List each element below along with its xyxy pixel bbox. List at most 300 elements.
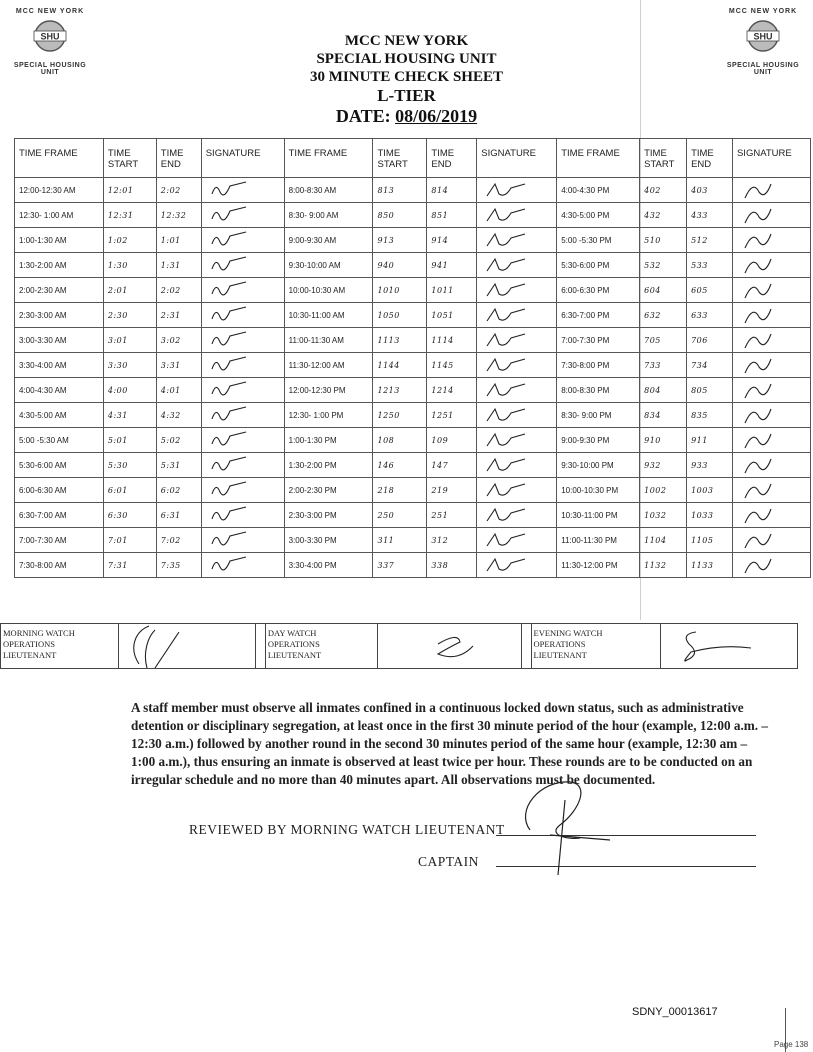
handwritten-time-cell: 851 — [427, 203, 477, 228]
date-value: 08/06/2019 — [395, 106, 478, 126]
header-line-2: SPECIAL HOUSING UNIT — [316, 51, 497, 67]
initials-mark — [737, 478, 797, 502]
handwritten-time-cell: 108 — [373, 428, 427, 453]
signature-cell — [477, 328, 557, 353]
initials-mark — [206, 228, 266, 252]
handwritten-time-cell: 1051 — [427, 303, 477, 328]
signature-cell — [201, 503, 284, 528]
handwritten-time-cell: 2:01 — [103, 278, 156, 303]
signature-cell — [201, 253, 284, 278]
handwritten-time-cell: 433 — [687, 203, 733, 228]
signature-cell — [477, 253, 557, 278]
handwritten-time-cell: 402 — [640, 178, 687, 203]
initials-mark — [737, 403, 797, 427]
handwritten-time-cell: 338 — [427, 553, 477, 578]
initials-mark — [481, 253, 541, 277]
signature-cell — [477, 478, 557, 503]
evening-watch-label: EVENING WATCH OPERATIONS LIEUTENANT — [532, 624, 662, 668]
handwritten-time-cell: 1251 — [427, 403, 477, 428]
time-frame-cell: 10:00-10:30 PM — [557, 478, 640, 503]
handwritten-time-cell: 337 — [373, 553, 427, 578]
initials-mark — [481, 178, 541, 202]
initials-mark — [737, 428, 797, 452]
time-frame-cell: 1:00-1:30 PM — [284, 428, 373, 453]
initials-mark — [737, 553, 797, 577]
initials-mark — [481, 478, 541, 502]
handwritten-time-cell: 1145 — [427, 353, 477, 378]
col-header: SIGNATURE — [477, 139, 557, 178]
initials-mark — [737, 253, 797, 277]
handwritten-time-cell: 4:00 — [103, 378, 156, 403]
initials-mark — [206, 403, 266, 427]
col-header: TIME FRAME — [557, 139, 640, 178]
signature-cell — [201, 328, 284, 353]
time-frame-cell: 4:00-4:30 PM — [557, 178, 640, 203]
initials-mark — [206, 253, 266, 277]
signature-cell — [732, 553, 810, 578]
reviewer-signature — [510, 770, 620, 880]
handwritten-time-cell: 5:31 — [156, 453, 201, 478]
handwritten-time-cell: 4:01 — [156, 378, 201, 403]
logo-bottom-text: SPECIAL HOUSING UNIT — [726, 62, 800, 76]
signature-cell — [201, 478, 284, 503]
handwritten-time-cell: 7:01 — [103, 528, 156, 553]
signature-cell — [201, 278, 284, 303]
signature-cell — [201, 428, 284, 453]
time-frame-cell: 3:00-3:30 PM — [284, 528, 373, 553]
col-header: SIGNATURE — [201, 139, 284, 178]
table-row — [15, 353, 811, 378]
handwritten-time-cell: 814 — [427, 178, 477, 203]
handwritten-time-cell: 2:30 — [103, 303, 156, 328]
handwritten-time-cell: 219 — [427, 478, 477, 503]
morning-watch-label: MORNING WATCH OPERATIONS LIEUTENANT — [1, 624, 119, 668]
handwritten-time-cell: 7:31 — [103, 553, 156, 578]
handwritten-time-cell: 834 — [640, 403, 687, 428]
signature-cell — [201, 378, 284, 403]
signature-cell — [477, 503, 557, 528]
handwritten-time-cell: 605 — [687, 278, 733, 303]
initials-mark — [206, 453, 266, 477]
signature-cell — [477, 178, 557, 203]
initials-mark — [206, 553, 266, 577]
time-frame-cell: 12:30- 1:00 PM — [284, 403, 373, 428]
signature-cell — [477, 278, 557, 303]
time-frame-cell: 12:00-12:30 PM — [284, 378, 373, 403]
table-row — [15, 253, 811, 278]
signature-cell — [732, 203, 810, 228]
signature-cell — [732, 403, 810, 428]
handwritten-time-cell: 12:31 — [103, 203, 156, 228]
initials-mark — [737, 453, 797, 477]
time-frame-cell: 7:30-8:00 PM — [557, 353, 640, 378]
signature-cell — [477, 203, 557, 228]
signature-cell — [201, 553, 284, 578]
handwritten-time-cell: 5:02 — [156, 428, 201, 453]
time-frame-cell: 5:30-6:00 PM — [557, 253, 640, 278]
signature-cell — [732, 353, 810, 378]
col-header: TIME FRAME — [15, 139, 104, 178]
initials-mark — [206, 178, 266, 202]
time-frame-cell: 6:30-7:00 AM — [15, 503, 104, 528]
initials-mark — [481, 278, 541, 302]
initials-mark — [206, 278, 266, 302]
divider — [522, 624, 532, 668]
signature-cell — [732, 453, 810, 478]
handwritten-time-cell: 5:30 — [103, 453, 156, 478]
signature-cell — [732, 503, 810, 528]
handwritten-time-cell: 910 — [640, 428, 687, 453]
time-frame-cell: 4:30-5:00 PM — [557, 203, 640, 228]
time-frame-cell: 1:30-2:00 PM — [284, 453, 373, 478]
initials-mark — [737, 178, 797, 202]
signature-cell — [732, 303, 810, 328]
handwritten-time-cell: 7:02 — [156, 528, 201, 553]
handwritten-time-cell: 3:30 — [103, 353, 156, 378]
reviewed-by-label: REVIEWED BY MORNING WATCH LIEUTENANT — [189, 822, 505, 837]
initials-mark — [481, 353, 541, 377]
initials-mark — [206, 328, 266, 352]
handwritten-time-cell: 733 — [640, 353, 687, 378]
col-header: TIME START — [103, 139, 156, 178]
tier-label: L-TIER — [377, 86, 436, 105]
initials-mark — [206, 353, 266, 377]
initials-mark — [481, 503, 541, 527]
divider — [256, 624, 266, 668]
time-frame-cell: 2:30-3:00 AM — [15, 303, 104, 328]
time-frame-cell: 6:30-7:00 PM — [557, 303, 640, 328]
initials-mark — [737, 503, 797, 527]
time-frame-cell: 2:30-3:00 PM — [284, 503, 373, 528]
handwritten-time-cell: 403 — [687, 178, 733, 203]
table-row — [15, 378, 811, 403]
signature-cell — [732, 228, 810, 253]
signature-cell — [201, 203, 284, 228]
handwritten-time-cell: 940 — [373, 253, 427, 278]
handwritten-time-cell: 432 — [640, 203, 687, 228]
initials-mark — [737, 528, 797, 552]
handwritten-time-cell: 1133 — [687, 553, 733, 578]
observation-policy-notice: A staff member must observe all inmates confined in a continuous locked down status, such as administrative detention or disciplinary segregation, at least once in the first 30 minute period of the hour (example, 12:00 a.m. – 12:30 a.m.) followed by another round in the second 30 minutes period of the same hour (example, 12:30 am – 1:00 a.m.), thus ensuring an inmate is observed at least twice per hour. These rounds are to be conducted on an irregular schedule and no more than 40 minutes apart. All observations must be documented. — [131, 700, 768, 787]
captain-label: CAPTAIN — [418, 854, 479, 869]
signature-cell — [732, 253, 810, 278]
signature-cell — [732, 428, 810, 453]
time-frame-cell: 6:00-6:30 PM — [557, 278, 640, 303]
signature-cell — [201, 303, 284, 328]
time-frame-cell: 4:00-4:30 AM — [15, 378, 104, 403]
table-row — [15, 553, 811, 578]
initials-mark — [206, 378, 266, 402]
handwritten-time-cell: 3:02 — [156, 328, 201, 353]
time-frame-cell: 10:00-10:30 AM — [284, 278, 373, 303]
handwritten-time-cell: 1:01 — [156, 228, 201, 253]
initials-mark — [481, 453, 541, 477]
signature-cell — [477, 553, 557, 578]
handwritten-time-cell: 109 — [427, 428, 477, 453]
handwritten-time-cell: 512 — [687, 228, 733, 253]
initials-mark — [481, 378, 541, 402]
handwritten-time-cell: 1104 — [640, 528, 687, 553]
handwritten-time-cell: 146 — [373, 453, 427, 478]
date-line — [0, 105, 813, 127]
handwritten-time-cell: 850 — [373, 203, 427, 228]
signature-cell — [477, 403, 557, 428]
document-id: SDNY_00013617 — [632, 1006, 718, 1018]
time-frame-cell: 9:00-9:30 PM — [557, 428, 640, 453]
signature-cell — [732, 178, 810, 203]
col-header: TIME FRAME — [284, 139, 373, 178]
handwritten-time-cell: 1003 — [687, 478, 733, 503]
logo-bottom-text: SPECIAL HOUSING UNIT — [13, 62, 87, 76]
handwritten-time-cell: 5:01 — [103, 428, 156, 453]
handwritten-time-cell: 311 — [373, 528, 427, 553]
time-frame-cell: 4:30-5:00 AM — [15, 403, 104, 428]
initials-mark — [206, 528, 266, 552]
time-frame-cell: 7:00-7:30 AM — [15, 528, 104, 553]
signature-cell — [201, 353, 284, 378]
time-frame-cell: 3:30-4:00 AM — [15, 353, 104, 378]
signature-cell — [477, 453, 557, 478]
handwritten-time-cell: 1113 — [373, 328, 427, 353]
table-row — [15, 203, 811, 228]
header-line-3: 30 MINUTE CHECK SHEET — [310, 69, 503, 85]
col-header: SIGNATURE — [732, 139, 810, 178]
time-frame-cell: 8:00-8:30 AM — [284, 178, 373, 203]
handwritten-time-cell: 1010 — [373, 278, 427, 303]
table-row — [15, 503, 811, 528]
signature-cell — [477, 303, 557, 328]
col-header: TIME END — [427, 139, 477, 178]
handwritten-time-cell: 706 — [687, 328, 733, 353]
initials-mark — [737, 278, 797, 302]
initials-mark — [737, 203, 797, 227]
handwritten-time-cell: 7:35 — [156, 553, 201, 578]
initials-mark — [481, 228, 541, 252]
check-sheet-table — [14, 138, 811, 578]
handwritten-time-cell: 1:31 — [156, 253, 201, 278]
signature-cell — [201, 228, 284, 253]
initials-mark — [737, 228, 797, 252]
time-frame-cell: 8:30- 9:00 PM — [557, 403, 640, 428]
col-header: TIME START — [640, 139, 687, 178]
handwritten-time-cell: 4:31 — [103, 403, 156, 428]
initials-mark — [481, 403, 541, 427]
handwritten-time-cell: 633 — [687, 303, 733, 328]
date-label: DATE: — [335, 106, 391, 126]
initials-mark — [481, 203, 541, 227]
handwritten-time-cell: 1:30 — [103, 253, 156, 278]
time-frame-cell: 2:00-2:30 AM — [15, 278, 104, 303]
handwritten-time-cell: 734 — [687, 353, 733, 378]
col-header: TIME END — [687, 139, 733, 178]
handwritten-time-cell: 251 — [427, 503, 477, 528]
evening-watch-signature — [661, 624, 797, 668]
signature-cell — [477, 428, 557, 453]
time-frame-cell: 2:00-2:30 PM — [284, 478, 373, 503]
time-frame-cell: 3:00-3:30 AM — [15, 328, 104, 353]
time-frame-cell: 3:30-4:00 PM — [284, 553, 373, 578]
initials-mark — [737, 353, 797, 377]
table-row — [15, 303, 811, 328]
initials-mark — [737, 378, 797, 402]
handwritten-time-cell: 1214 — [427, 378, 477, 403]
initials-mark — [481, 328, 541, 352]
handwritten-time-cell: 1033 — [687, 503, 733, 528]
handwritten-time-cell: 6:31 — [156, 503, 201, 528]
handwritten-time-cell: 6:01 — [103, 478, 156, 503]
header-line-1: MCC NEW YORK — [344, 33, 469, 49]
handwritten-time-cell: 805 — [687, 378, 733, 403]
handwritten-time-cell: 813 — [373, 178, 427, 203]
time-frame-cell: 12:00-12:30 AM — [15, 178, 104, 203]
time-frame-cell: 10:30-11:00 PM — [557, 503, 640, 528]
initials-mark — [481, 553, 541, 577]
handwritten-time-cell: 1250 — [373, 403, 427, 428]
table-row — [15, 228, 811, 253]
handwritten-time-cell: 941 — [427, 253, 477, 278]
table-row — [15, 328, 811, 353]
time-frame-cell: 10:30-11:00 AM — [284, 303, 373, 328]
time-frame-cell: 11:00-11:30 PM — [557, 528, 640, 553]
logo-top-text: MCC NEW YORK — [728, 8, 798, 15]
handwritten-time-cell: 12:01 — [103, 178, 156, 203]
handwritten-time-cell: 3:01 — [103, 328, 156, 353]
table-row — [15, 278, 811, 303]
time-frame-cell: 7:30-8:00 AM — [15, 553, 104, 578]
time-frame-cell: 9:30-10:00 PM — [557, 453, 640, 478]
handwritten-time-cell: 1132 — [640, 553, 687, 578]
handwritten-time-cell: 1144 — [373, 353, 427, 378]
time-frame-cell: 5:00 -5:30 PM — [557, 228, 640, 253]
sheet-header — [0, 32, 813, 127]
initials-mark — [206, 503, 266, 527]
handwritten-time-cell: 914 — [427, 228, 477, 253]
time-frame-cell: 9:30-10:00 AM — [284, 253, 373, 278]
signature-cell — [201, 453, 284, 478]
table-row — [15, 403, 811, 428]
handwritten-time-cell: 1032 — [640, 503, 687, 528]
handwritten-time-cell: 604 — [640, 278, 687, 303]
time-frame-cell: 11:30-12:00 AM — [284, 353, 373, 378]
initials-mark — [206, 203, 266, 227]
initials-mark — [206, 428, 266, 452]
table-row — [15, 178, 811, 203]
seal-text: SHU — [40, 31, 60, 42]
handwritten-time-cell: 147 — [427, 453, 477, 478]
time-frame-cell: 8:00-8:30 PM — [557, 378, 640, 403]
handwritten-time-cell: 1:02 — [103, 228, 156, 253]
handwritten-time-cell: 2:02 — [156, 278, 201, 303]
time-frame-cell: 5:00 -5:30 AM — [15, 428, 104, 453]
initials-mark — [206, 303, 266, 327]
signature-cell — [477, 228, 557, 253]
handwritten-time-cell: 312 — [427, 528, 477, 553]
initials-mark — [481, 428, 541, 452]
signature-cell — [732, 328, 810, 353]
handwritten-time-cell: 12:32 — [156, 203, 201, 228]
signature-cell — [732, 278, 810, 303]
time-frame-cell: 11:00-11:30 AM — [284, 328, 373, 353]
time-frame-cell: 5:30-6:00 AM — [15, 453, 104, 478]
handwritten-time-cell: 913 — [373, 228, 427, 253]
handwritten-time-cell: 3:31 — [156, 353, 201, 378]
initials-mark — [206, 478, 266, 502]
table-row — [15, 478, 811, 503]
signature-cell — [477, 528, 557, 553]
handwritten-time-cell: 1213 — [373, 378, 427, 403]
morning-watch-signature — [119, 624, 256, 668]
handwritten-time-cell: 911 — [687, 428, 733, 453]
initials-mark — [481, 528, 541, 552]
table-row — [15, 528, 811, 553]
handwritten-time-cell: 6:30 — [103, 503, 156, 528]
col-header: TIME END — [156, 139, 201, 178]
signature-cell — [477, 353, 557, 378]
col-header: TIME START — [373, 139, 427, 178]
handwritten-time-cell: 1011 — [427, 278, 477, 303]
handwritten-time-cell: 510 — [640, 228, 687, 253]
time-frame-cell: 1:00-1:30 AM — [15, 228, 104, 253]
signature-cell — [201, 178, 284, 203]
handwritten-time-cell: 932 — [640, 453, 687, 478]
signature-cell — [732, 378, 810, 403]
handwritten-time-cell: 1105 — [687, 528, 733, 553]
time-frame-cell: 6:00-6:30 AM — [15, 478, 104, 503]
signature-cell — [201, 528, 284, 553]
signature-mark — [378, 624, 521, 668]
initials-mark — [481, 303, 541, 327]
handwritten-time-cell: 933 — [687, 453, 733, 478]
time-frame-cell: 12:30- 1:00 AM — [15, 203, 104, 228]
signature-cell — [477, 378, 557, 403]
watch-lieutenant-row — [0, 623, 798, 669]
handwritten-time-cell: 6:02 — [156, 478, 201, 503]
handwritten-time-cell: 1002 — [640, 478, 687, 503]
handwritten-time-cell: 1050 — [373, 303, 427, 328]
handwritten-time-cell: 218 — [373, 478, 427, 503]
logo-top-text: MCC NEW YORK — [15, 8, 85, 15]
time-frame-cell: 1:30-2:00 AM — [15, 253, 104, 278]
seal-text: SHU — [753, 31, 773, 42]
table-row — [15, 453, 811, 478]
signature-cell — [201, 403, 284, 428]
handwritten-time-cell: 532 — [640, 253, 687, 278]
day-watch-signature — [378, 624, 522, 668]
handwritten-time-cell: 632 — [640, 303, 687, 328]
table-row — [15, 428, 811, 453]
page-number: Page 138 — [774, 1040, 809, 1049]
signature-mark — [661, 624, 811, 668]
table-header-row — [15, 139, 811, 178]
handwritten-time-cell: 804 — [640, 378, 687, 403]
handwritten-time-cell: 2:31 — [156, 303, 201, 328]
time-frame-cell: 7:00-7:30 PM — [557, 328, 640, 353]
initials-mark — [737, 303, 797, 327]
time-frame-cell: 9:00-9:30 AM — [284, 228, 373, 253]
time-frame-cell: 8:30- 9:00 AM — [284, 203, 373, 228]
handwritten-time-cell: 250 — [373, 503, 427, 528]
signature-cell — [732, 478, 810, 503]
signature-mark — [119, 624, 255, 668]
initials-mark — [737, 328, 797, 352]
handwritten-time-cell: 4:32 — [156, 403, 201, 428]
handwritten-time-cell: 533 — [687, 253, 733, 278]
day-watch-label: DAY WATCH OPERATIONS LIEUTENANT — [266, 624, 378, 668]
handwritten-time-cell: 1114 — [427, 328, 477, 353]
handwritten-time-cell: 705 — [640, 328, 687, 353]
signature-cell — [732, 528, 810, 553]
handwritten-time-cell: 835 — [687, 403, 733, 428]
